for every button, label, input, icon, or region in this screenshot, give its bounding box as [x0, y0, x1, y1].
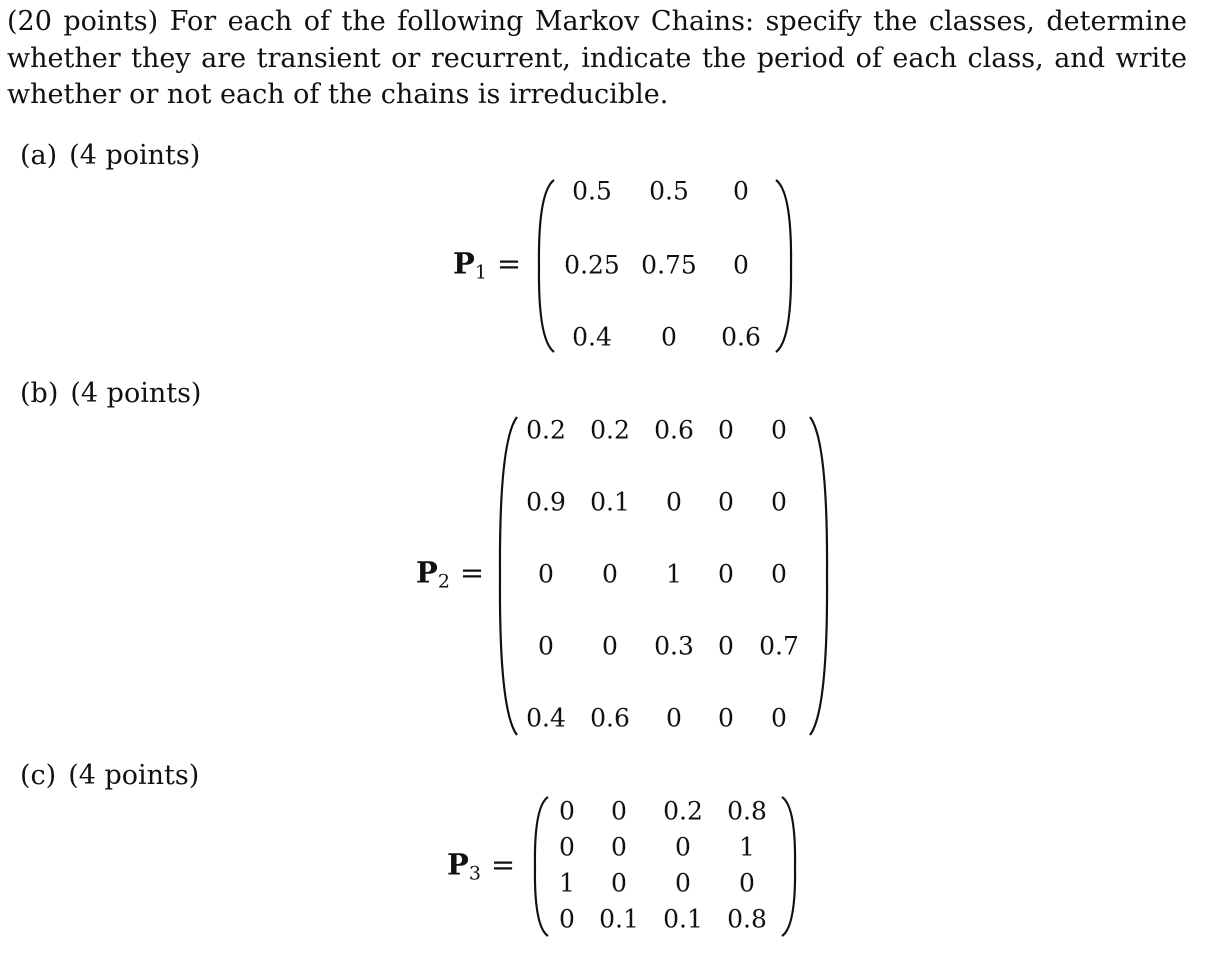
matrix-cell: 1 [739, 832, 755, 862]
right-paren [808, 415, 830, 737]
matrix-p2-lhs [416, 556, 484, 593]
matrix-cell: 0.4 [572, 322, 612, 352]
part-c-points: (4 points) [68, 760, 200, 791]
right-paren [780, 795, 798, 938]
matrix-p3-lhs [447, 848, 515, 885]
matrix-cell: 0 [538, 559, 554, 589]
matrix-p2-equals: = [459, 555, 485, 590]
matrix-cell: 0 [666, 703, 682, 733]
matrix-cell: 0.3 [654, 631, 694, 661]
matrix-cell: 0 [559, 796, 575, 826]
matrix-cell: 0.25 [564, 250, 620, 280]
matrix-cell: 0 [771, 703, 787, 733]
matrix-cell: 0.6 [721, 322, 761, 352]
matrix-cell: 0 [538, 631, 554, 661]
matrix-cell: 0 [666, 487, 682, 517]
matrix-cell: 0.1 [599, 904, 639, 934]
matrix-cell: 0.6 [590, 703, 630, 733]
matrix-cell: 0 [559, 832, 575, 862]
matrix-p2-index: 2 [437, 570, 450, 593]
matrix-cell: 0 [602, 631, 618, 661]
matrix-cell: 0 [675, 868, 691, 898]
matrix-cell: 0 [611, 796, 627, 826]
matrix-cell: 0.9 [526, 487, 566, 517]
matrix-cell: 0.8 [727, 904, 767, 934]
matrix-cell: 1 [666, 559, 682, 589]
matrix-cell: 0 [611, 868, 627, 898]
matrix-cell: 0 [611, 832, 627, 862]
matrix-p1-lhs [453, 247, 521, 284]
matrix-p3 [532, 795, 798, 938]
matrix-cell: 0 [675, 832, 691, 862]
matrix-cell: 0.2 [663, 796, 703, 826]
matrix-cell: 0 [661, 322, 677, 352]
part-a-label: (a) [20, 140, 58, 171]
matrix-cell: 1 [559, 868, 575, 898]
part-c-heading [20, 760, 199, 791]
matrix-cell: 0.5 [649, 176, 689, 206]
matrix-cell: 0 [559, 904, 575, 934]
matrix-cell: 0 [771, 559, 787, 589]
left-paren [532, 795, 550, 938]
part-b-points: (4 points) [70, 378, 202, 409]
matrix-cell: 0.75 [641, 250, 697, 280]
matrix-cell: 0 [771, 487, 787, 517]
matrix-cell: 0.8 [727, 796, 767, 826]
matrix-p1-index: 1 [474, 261, 487, 284]
matrix-p1 [536, 178, 794, 354]
matrix-p3-equals: = [490, 847, 516, 882]
matrix-p3-index: 3 [468, 862, 481, 885]
matrix-cell: 0 [718, 415, 734, 445]
matrix-p1-symbol: P [453, 246, 475, 281]
matrix-p3-symbol: P [447, 847, 469, 882]
matrix-p2 [497, 415, 830, 737]
part-c-label: (c) [20, 760, 57, 791]
matrix-cell: 0.1 [590, 487, 630, 517]
matrix-cell: 0 [733, 176, 749, 206]
matrix-p2-symbol: P [416, 555, 438, 590]
matrix-cell: 0.2 [590, 415, 630, 445]
matrix-cell: 0.6 [654, 415, 694, 445]
matrix-cell: 0 [739, 868, 755, 898]
matrix-cell: 0.7 [759, 631, 799, 661]
matrix-cell: 0.5 [572, 176, 612, 206]
matrix-cell: 0.1 [663, 904, 703, 934]
left-paren [536, 178, 556, 354]
matrix-p1-equals: = [496, 246, 522, 281]
matrix-cell: 0 [718, 703, 734, 733]
left-paren [497, 415, 519, 737]
matrix-cell: 0.4 [526, 703, 566, 733]
matrix-cell: 0 [602, 559, 618, 589]
matrix-cell: 0.2 [526, 415, 566, 445]
part-b-label: (b) [20, 378, 59, 409]
matrix-cell: 0 [771, 415, 787, 445]
part-a-points: (4 points) [69, 140, 201, 171]
problem-statement: (20 points) For each of the following Markov Chains: specify the classes, determine whether they are transient or recurrent, indicate the period of each class, and write whether or not each of the chains is irreducible. [7, 6, 1187, 110]
matrix-cell: 0 [718, 631, 734, 661]
matrix-cell: 0 [718, 487, 734, 517]
matrix-cell: 0 [718, 559, 734, 589]
right-paren [774, 178, 794, 354]
part-a-heading [20, 140, 200, 171]
matrix-cell: 0 [733, 250, 749, 280]
part-b-heading [20, 378, 201, 409]
